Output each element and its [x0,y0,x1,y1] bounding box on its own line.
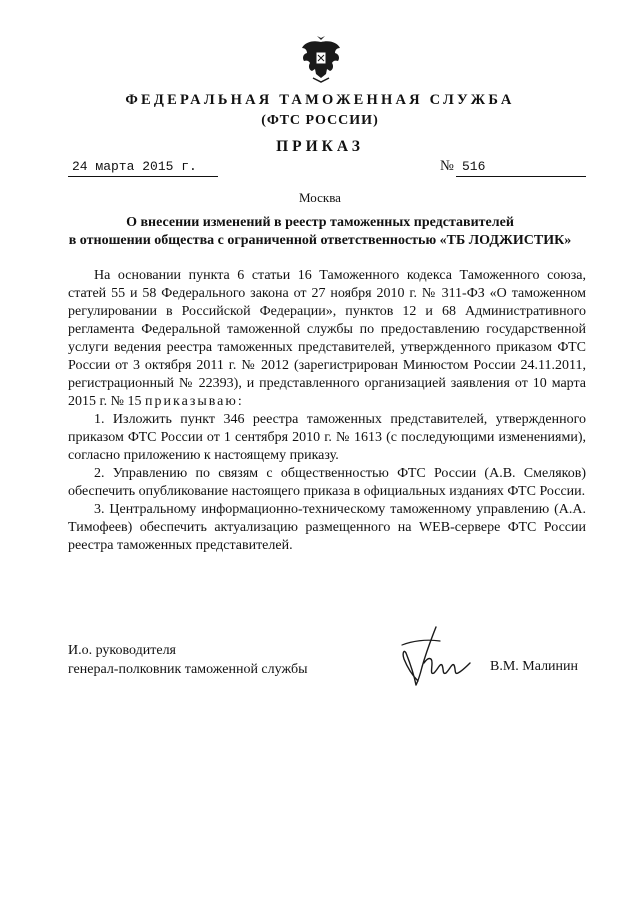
subject-line-2: в отношении общества с ограниченной ответственностью «ТБ ЛОДЖИСТИК» [68,233,572,248]
order-word: приказываю: [145,394,244,409]
city: Москва [299,190,341,205]
signer-title [68,641,307,679]
order-item-3: 3. Центральному информационно-техническому таможенному управлению (А.А. Тимофеев) обеспечить актуализацию размещенного на WEB-сервере ФТС России реестра таможенных представителей. [68,502,586,553]
order-date-field [68,159,218,177]
order-number: 516 [462,159,486,174]
order-body [68,267,586,555]
agency-abbreviation: (ФТС РОССИИ) [261,113,379,128]
handwritten-signature [396,623,474,693]
order-subject [50,214,590,250]
order-item-1: 1. Изложить пункт 346 реестра таможенных представителей, утвержденного приказом ФТС России от 1 сентября 2010 г. № 1613 (с последующими изменениями), согласно приложению к настоящему приказу. [68,412,586,463]
signer-title-line-2: генерал-полковник таможенной службы [68,662,308,677]
preamble-text: На основании пункта 6 статьи 16 Таможенного кодекса Таможенного союза, статей 55 и 58 Федерального закона от 27 ноября 2010 г. № 311-ФЗ «О таможенном регулировании в Российской Федерации», пунктов 12 и 68 Административного регламента Федеральной таможенной службы по предоставлению государственной услуги ведения реестра таможенных представителей, утвержденного приказом ФТС России от 3 октября 2011 г. № 2012 (зарегистрирован Минюстом России 24.11.2011, регистрационный № 22393), и представленного организацией заявления от 10 марта 2015 г. № 15 [68,268,586,409]
order-number-label: № [440,158,454,174]
subject-line-1: О внесении изменений в реестр таможенных представителей [126,215,514,230]
order-date: 24 марта 2015 г. [72,159,197,174]
signer-name: В.М. Малинин [490,659,579,674]
agency-name: ФЕДЕРАЛЬНАЯ ТАМОЖЕННАЯ СЛУЖБА [125,92,515,108]
signer-title-line-1: И.о. руководителя [68,643,177,658]
order-number-field [456,159,586,177]
order-item-2: 2. Управлению по связям с общественностью ФТС России (А.В. Смеляков) обеспечить опубликование настоящего приказа в официальных изданиях ФТС России. [68,466,586,499]
preamble-paragraph [68,267,586,411]
document-type: ПРИКАЗ [276,138,364,155]
russian-coat-of-arms-icon [299,34,343,84]
